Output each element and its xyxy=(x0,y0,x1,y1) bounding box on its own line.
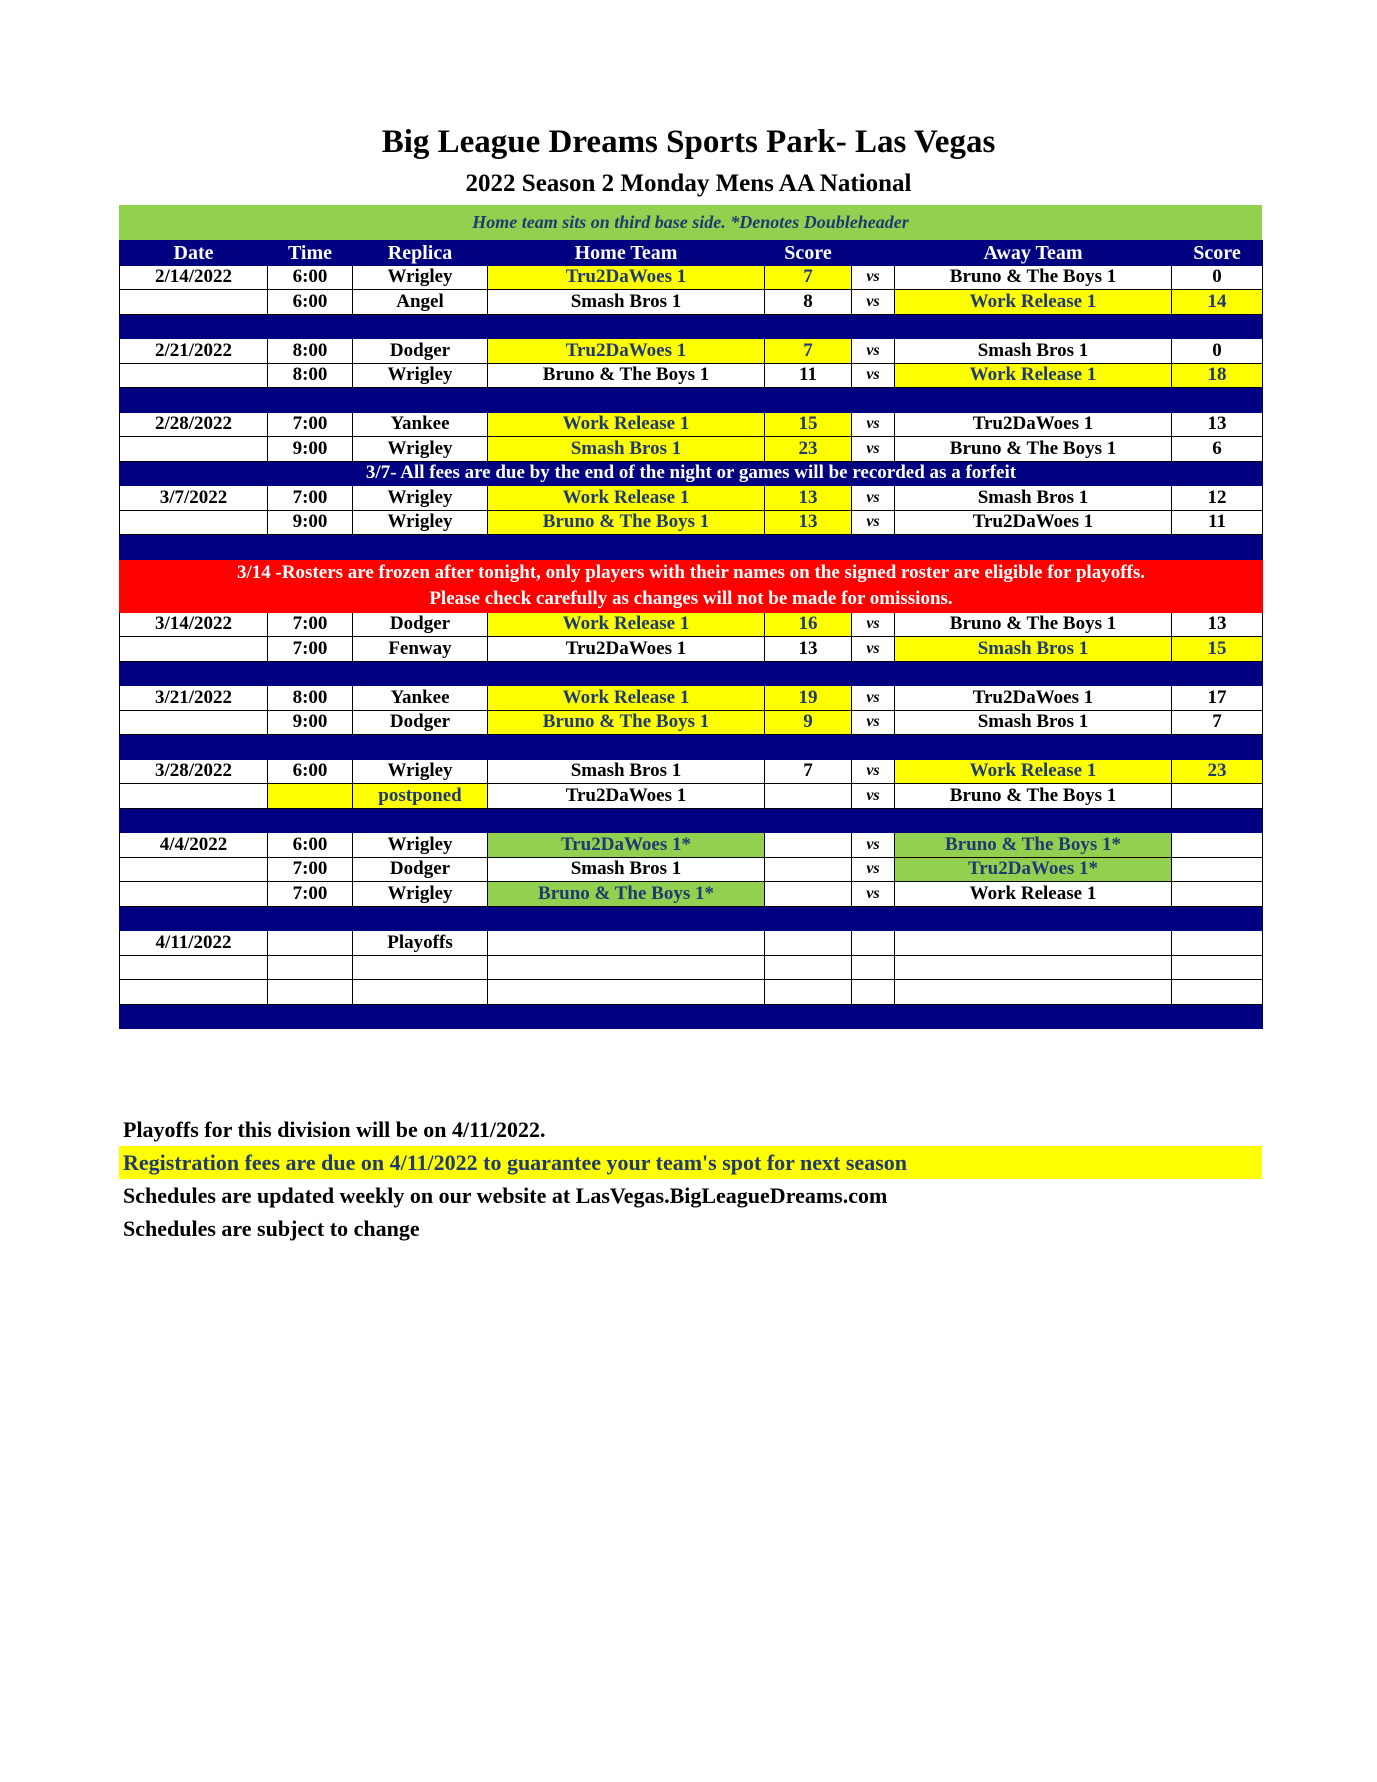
separator-cell xyxy=(765,906,852,931)
separator-cell xyxy=(268,314,353,339)
separator-cell xyxy=(895,314,1172,339)
game-date: 4/11/2022 xyxy=(120,931,268,956)
separator-cell xyxy=(852,906,895,931)
blank-cell xyxy=(120,955,268,980)
game-row xyxy=(120,637,1263,662)
home-team: Tru2DaWoes 1* xyxy=(488,833,765,858)
separator-cell xyxy=(1172,735,1263,760)
separator-cell xyxy=(895,388,1172,413)
separator-cell xyxy=(488,535,765,560)
game-row xyxy=(120,265,1263,290)
registration-note: Registration fees are due on 4/11/2022 to guarantee your team's spot for next season xyxy=(119,1146,1262,1179)
away-team: Work Release 1 xyxy=(895,759,1172,784)
away-team: Bruno & The Boys 1 xyxy=(895,437,1172,462)
game-date xyxy=(120,857,268,882)
home-score: 16 xyxy=(765,612,852,637)
footer-notes xyxy=(119,1113,1262,1245)
separator-row xyxy=(120,661,1263,686)
separator-cell xyxy=(852,535,895,560)
blank-cell xyxy=(268,955,353,980)
separator-cell xyxy=(895,535,1172,560)
separator-row xyxy=(120,1004,1263,1029)
separator-cell xyxy=(765,388,852,413)
home-score xyxy=(765,931,852,956)
separator-cell xyxy=(895,661,1172,686)
game-time xyxy=(268,931,353,956)
away-team xyxy=(895,931,1172,956)
game-date: 4/4/2022 xyxy=(120,833,268,858)
game-date: 2/28/2022 xyxy=(120,412,268,437)
vs-label xyxy=(852,931,895,956)
separator-cell xyxy=(895,735,1172,760)
header-away-team: Away Team xyxy=(895,241,1172,266)
game-row xyxy=(120,710,1263,735)
separator-cell xyxy=(765,535,852,560)
home-team: Bruno & The Boys 1* xyxy=(488,882,765,907)
game-field: Yankee xyxy=(353,686,488,711)
home-team: Work Release 1 xyxy=(488,412,765,437)
away-team: Smash Bros 1 xyxy=(895,339,1172,364)
vs-label: vs xyxy=(852,339,895,364)
separator-cell xyxy=(353,1004,488,1029)
separator-row xyxy=(120,906,1263,931)
separator-cell xyxy=(120,808,268,833)
separator-cell xyxy=(268,661,353,686)
blank-row xyxy=(120,980,1263,1005)
separator-cell xyxy=(120,735,268,760)
game-field: Fenway xyxy=(353,637,488,662)
away-team: Bruno & The Boys 1 xyxy=(895,612,1172,637)
blank-cell xyxy=(852,955,895,980)
fees-notice: 3/7- All fees are due by the end of the night or games will be recorded as a forfeit xyxy=(120,461,1263,486)
separator-cell xyxy=(353,661,488,686)
game-date: 2/21/2022 xyxy=(120,339,268,364)
away-team: Tru2DaWoes 1 xyxy=(895,510,1172,535)
separator-cell xyxy=(895,1004,1172,1029)
game-field: Yankee xyxy=(353,412,488,437)
subject-note: Schedules are subject to change xyxy=(123,1216,420,1241)
playoffs-note: Playoffs for this division will be on 4/11/2022. xyxy=(123,1117,546,1142)
header-row xyxy=(120,241,1263,266)
game-date xyxy=(120,510,268,535)
vs-label: vs xyxy=(852,510,895,535)
game-field: Wrigley xyxy=(353,759,488,784)
game-row xyxy=(120,363,1263,388)
away-score: 13 xyxy=(1172,412,1263,437)
vs-label: vs xyxy=(852,437,895,462)
separator-cell xyxy=(488,661,765,686)
game-date: 3/21/2022 xyxy=(120,686,268,711)
separator-cell xyxy=(120,1004,268,1029)
separator-cell xyxy=(353,535,488,560)
header-away-score: Score xyxy=(1172,241,1263,266)
blank-cell xyxy=(120,980,268,1005)
home-team: Work Release 1 xyxy=(488,686,765,711)
vs-label: vs xyxy=(852,637,895,662)
separator-cell xyxy=(120,661,268,686)
away-team: Bruno & The Boys 1 xyxy=(895,265,1172,290)
separator-cell xyxy=(1172,906,1263,931)
game-row xyxy=(120,510,1263,535)
separator-cell xyxy=(353,906,488,931)
separator-cell xyxy=(120,314,268,339)
separator-cell xyxy=(488,808,765,833)
away-score: 17 xyxy=(1172,686,1263,711)
home-score xyxy=(765,833,852,858)
game-time: 7:00 xyxy=(268,412,353,437)
home-score: 13 xyxy=(765,510,852,535)
separator-cell xyxy=(120,388,268,413)
home-team: Tru2DaWoes 1 xyxy=(488,784,765,809)
game-field: Wrigley xyxy=(353,486,488,511)
away-team: Tru2DaWoes 1 xyxy=(895,686,1172,711)
game-field: Angel xyxy=(353,290,488,315)
separator-cell xyxy=(268,906,353,931)
game-time: 7:00 xyxy=(268,637,353,662)
game-field: postponed xyxy=(353,784,488,809)
blank-cell xyxy=(765,955,852,980)
header-vs xyxy=(852,241,895,266)
separator-cell xyxy=(488,388,765,413)
away-score: 12 xyxy=(1172,486,1263,511)
away-team: Smash Bros 1 xyxy=(895,486,1172,511)
away-team: Tru2DaWoes 1 xyxy=(895,412,1172,437)
separator-cell xyxy=(268,735,353,760)
game-time xyxy=(268,784,353,809)
away-score: 0 xyxy=(1172,339,1263,364)
schedule xyxy=(119,205,1262,1029)
game-field: Wrigley xyxy=(353,882,488,907)
page-subtitle: 2022 Season 2 Monday Mens AA National xyxy=(465,170,912,197)
away-score: 7 xyxy=(1172,710,1263,735)
separator-cell xyxy=(1172,1004,1263,1029)
game-time: 6:00 xyxy=(268,833,353,858)
separator-cell xyxy=(1172,808,1263,833)
note-bar: Home team sits on third base side. *Denotes Doubleheader xyxy=(119,205,1262,240)
header-home-team: Home Team xyxy=(488,241,765,266)
separator-cell xyxy=(353,808,488,833)
separator-cell xyxy=(1172,661,1263,686)
home-team: Smash Bros 1 xyxy=(488,437,765,462)
home-score: 7 xyxy=(765,759,852,784)
vs-label: vs xyxy=(852,265,895,290)
game-time: 8:00 xyxy=(268,686,353,711)
game-date: 3/14/2022 xyxy=(120,612,268,637)
separator-cell xyxy=(488,314,765,339)
game-date xyxy=(120,710,268,735)
separator-cell xyxy=(765,808,852,833)
separator-cell xyxy=(852,314,895,339)
game-time: 7:00 xyxy=(268,486,353,511)
away-team: Smash Bros 1 xyxy=(895,637,1172,662)
home-team: Work Release 1 xyxy=(488,486,765,511)
header-replica: Replica xyxy=(353,241,488,266)
blank-cell xyxy=(895,980,1172,1005)
game-row xyxy=(120,437,1263,462)
blank-cell xyxy=(488,980,765,1005)
separator-cell xyxy=(895,906,1172,931)
page-title: Big League Dreams Sports Park- Las Vegas xyxy=(381,124,996,160)
game-row xyxy=(120,784,1263,809)
home-score: 7 xyxy=(765,265,852,290)
game-field: Wrigley xyxy=(353,510,488,535)
vs-label: vs xyxy=(852,784,895,809)
vs-label: vs xyxy=(852,486,895,511)
game-date xyxy=(120,290,268,315)
separator-cell xyxy=(488,1004,765,1029)
game-date xyxy=(120,437,268,462)
blank-cell xyxy=(895,955,1172,980)
game-date: 3/7/2022 xyxy=(120,486,268,511)
game-row xyxy=(120,486,1263,511)
vs-label: vs xyxy=(852,833,895,858)
separator-cell xyxy=(765,314,852,339)
away-score: 11 xyxy=(1172,510,1263,535)
header-date: Date xyxy=(120,241,268,266)
game-field: Dodger xyxy=(353,710,488,735)
separator-row xyxy=(120,535,1263,560)
separator-cell xyxy=(765,661,852,686)
game-field: Dodger xyxy=(353,857,488,882)
game-row xyxy=(120,686,1263,711)
header-home-score: Score xyxy=(765,241,852,266)
home-score xyxy=(765,882,852,907)
separator-cell xyxy=(852,735,895,760)
game-row xyxy=(120,833,1263,858)
game-time: 7:00 xyxy=(268,857,353,882)
separator-cell xyxy=(852,661,895,686)
game-time: 7:00 xyxy=(268,612,353,637)
home-score: 19 xyxy=(765,686,852,711)
roster-notice-row xyxy=(120,559,1263,612)
away-score: 13 xyxy=(1172,612,1263,637)
blank-cell xyxy=(488,955,765,980)
vs-label: vs xyxy=(852,686,895,711)
away-score xyxy=(1172,784,1263,809)
separator-cell xyxy=(895,808,1172,833)
away-score xyxy=(1172,857,1263,882)
away-team: Work Release 1 xyxy=(895,363,1172,388)
home-team: Work Release 1 xyxy=(488,612,765,637)
home-team: Tru2DaWoes 1 xyxy=(488,637,765,662)
home-score: 7 xyxy=(765,339,852,364)
blank-cell xyxy=(852,980,895,1005)
away-team: Smash Bros 1 xyxy=(895,710,1172,735)
game-date xyxy=(120,363,268,388)
separator-row xyxy=(120,314,1263,339)
away-score: 14 xyxy=(1172,290,1263,315)
blank-cell xyxy=(765,980,852,1005)
home-team: Tru2DaWoes 1 xyxy=(488,339,765,364)
home-score: 13 xyxy=(765,637,852,662)
game-row xyxy=(120,857,1263,882)
game-time: 9:00 xyxy=(268,710,353,735)
home-score xyxy=(765,784,852,809)
game-row xyxy=(120,412,1263,437)
home-score: 15 xyxy=(765,412,852,437)
game-date xyxy=(120,882,268,907)
away-team: Work Release 1 xyxy=(895,882,1172,907)
vs-label: vs xyxy=(852,290,895,315)
separator-cell xyxy=(1172,535,1263,560)
game-date xyxy=(120,784,268,809)
game-time: 6:00 xyxy=(268,265,353,290)
game-time: 6:00 xyxy=(268,759,353,784)
schedule-table xyxy=(119,240,1263,1029)
home-team: Smash Bros 1 xyxy=(488,759,765,784)
home-team: Bruno & The Boys 1 xyxy=(488,510,765,535)
home-team: Smash Bros 1 xyxy=(488,290,765,315)
home-team xyxy=(488,931,765,956)
away-team: Bruno & The Boys 1 xyxy=(895,784,1172,809)
home-score xyxy=(765,857,852,882)
separator-cell xyxy=(1172,388,1263,413)
separator-row xyxy=(120,808,1263,833)
home-score: 13 xyxy=(765,486,852,511)
game-field: Wrigley xyxy=(353,437,488,462)
roster-notice xyxy=(120,559,1263,612)
separator-cell xyxy=(268,1004,353,1029)
separator-row xyxy=(120,735,1263,760)
website-note: Schedules are updated weekly on our website at LasVegas.BigLeagueDreams.com xyxy=(123,1183,888,1208)
separator-row xyxy=(120,388,1263,413)
roster-notice-line2: Please check carefully as changes will not be made for omissions. xyxy=(429,587,953,609)
blank-row xyxy=(120,955,1263,980)
game-field: Wrigley xyxy=(353,833,488,858)
away-score xyxy=(1172,931,1263,956)
game-date: 2/14/2022 xyxy=(120,265,268,290)
away-score xyxy=(1172,882,1263,907)
home-team: Smash Bros 1 xyxy=(488,857,765,882)
game-time: 8:00 xyxy=(268,363,353,388)
away-team: Bruno & The Boys 1* xyxy=(895,833,1172,858)
game-time: 7:00 xyxy=(268,882,353,907)
separator-cell xyxy=(120,535,268,560)
game-row xyxy=(120,931,1263,956)
separator-cell xyxy=(488,735,765,760)
home-score: 8 xyxy=(765,290,852,315)
away-score: 0 xyxy=(1172,265,1263,290)
game-time: 6:00 xyxy=(268,290,353,315)
blank-cell xyxy=(268,980,353,1005)
game-time: 9:00 xyxy=(268,437,353,462)
separator-cell xyxy=(852,808,895,833)
game-time: 8:00 xyxy=(268,339,353,364)
separator-cell xyxy=(765,1004,852,1029)
away-team: Work Release 1 xyxy=(895,290,1172,315)
separator-cell xyxy=(120,906,268,931)
separator-cell xyxy=(852,1004,895,1029)
vs-label: vs xyxy=(852,882,895,907)
vs-label: vs xyxy=(852,612,895,637)
home-team: Bruno & The Boys 1 xyxy=(488,710,765,735)
separator-cell xyxy=(353,735,488,760)
header-time: Time xyxy=(268,241,353,266)
away-score: 18 xyxy=(1172,363,1263,388)
away-score xyxy=(1172,833,1263,858)
separator-cell xyxy=(488,906,765,931)
separator-cell xyxy=(268,535,353,560)
game-field: Wrigley xyxy=(353,265,488,290)
vs-label: vs xyxy=(852,857,895,882)
vs-label: vs xyxy=(852,363,895,388)
game-field: Wrigley xyxy=(353,363,488,388)
game-date: 3/28/2022 xyxy=(120,759,268,784)
home-score: 9 xyxy=(765,710,852,735)
separator-cell xyxy=(268,388,353,413)
vs-label: vs xyxy=(852,412,895,437)
game-row xyxy=(120,290,1263,315)
blank-cell xyxy=(1172,955,1263,980)
game-field: Dodger xyxy=(353,612,488,637)
away-score: 15 xyxy=(1172,637,1263,662)
separator-cell xyxy=(353,314,488,339)
separator-cell xyxy=(268,808,353,833)
home-score: 11 xyxy=(765,363,852,388)
away-score: 6 xyxy=(1172,437,1263,462)
separator-cell xyxy=(852,388,895,413)
blank-cell xyxy=(1172,980,1263,1005)
game-row xyxy=(120,612,1263,637)
separator-cell xyxy=(765,735,852,760)
home-team: Bruno & The Boys 1 xyxy=(488,363,765,388)
away-score: 23 xyxy=(1172,759,1263,784)
game-row xyxy=(120,882,1263,907)
game-field: Dodger xyxy=(353,339,488,364)
blank-cell xyxy=(353,955,488,980)
game-row xyxy=(120,759,1263,784)
game-date xyxy=(120,637,268,662)
away-team: Tru2DaWoes 1* xyxy=(895,857,1172,882)
vs-label: vs xyxy=(852,710,895,735)
separator-cell xyxy=(1172,314,1263,339)
separator-cell xyxy=(353,388,488,413)
vs-label: vs xyxy=(852,759,895,784)
roster-notice-line1: 3/14 -Rosters are frozen after tonight, only players with their names on the signed roster are eligible for playoffs. xyxy=(236,561,1146,583)
game-row xyxy=(120,339,1263,364)
blank-cell xyxy=(353,980,488,1005)
game-time: 9:00 xyxy=(268,510,353,535)
home-score: 23 xyxy=(765,437,852,462)
home-team: Tru2DaWoes 1 xyxy=(488,265,765,290)
game-field: Playoffs xyxy=(353,931,488,956)
fees-notice-row xyxy=(120,461,1263,486)
